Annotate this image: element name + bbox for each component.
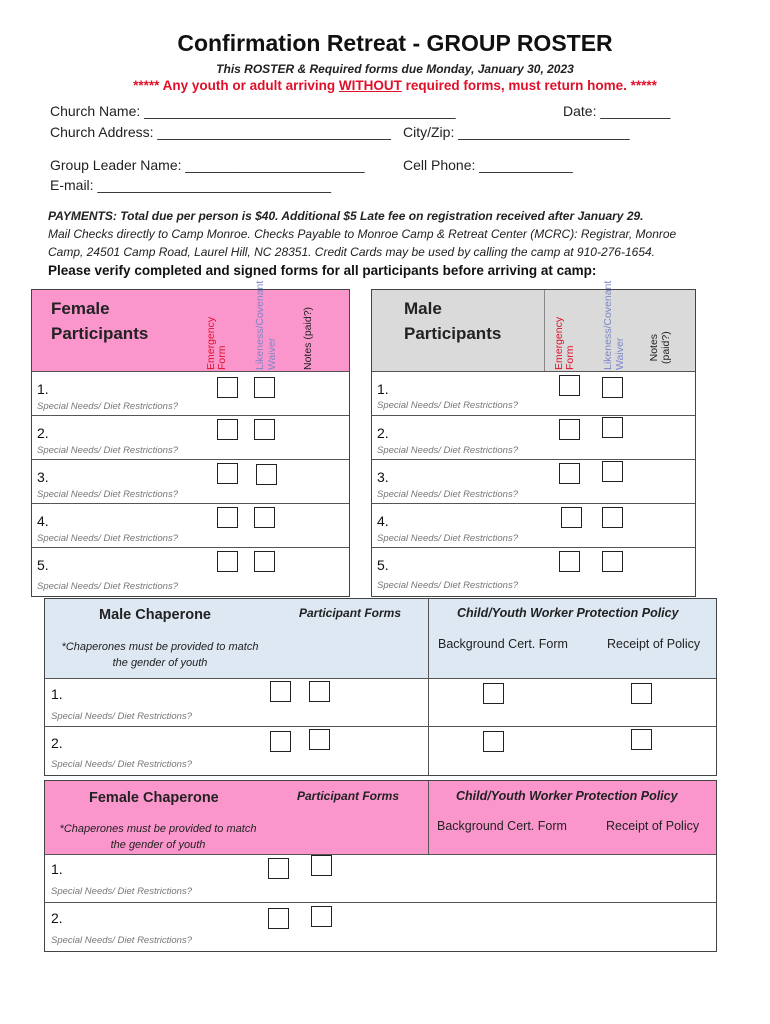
emergency-form-checkbox[interactable] bbox=[559, 463, 580, 484]
male-participants-table bbox=[371, 280, 696, 597]
background-cert-checkbox[interactable] bbox=[483, 683, 504, 704]
group-leader-field[interactable]: Group Leader Name: _______________________ bbox=[50, 157, 365, 173]
likeness-waiver-checkbox[interactable] bbox=[602, 377, 623, 398]
verify-instruction: Please verify completed and signed forms for all participants before arriving at camp: bbox=[48, 263, 597, 278]
col-notes-paid: Notes (paid?) bbox=[302, 306, 314, 370]
special-needs-label: Special Needs/ Diet Restrictions? bbox=[37, 533, 178, 544]
participant-forms-checkbox[interactable] bbox=[270, 681, 291, 702]
col-notes-paid: Notes (paid?) bbox=[648, 331, 672, 364]
protection-policy-title: Child/Youth Worker Protection Policy bbox=[457, 606, 679, 620]
male-chaperone-row-number: 2. bbox=[51, 735, 63, 751]
page-title: Confirmation Retreat - GROUP ROSTER bbox=[177, 30, 613, 56]
male-row-number: 4. bbox=[377, 513, 389, 529]
participant-forms-checkbox[interactable] bbox=[309, 729, 330, 750]
male-chaperone-title: Male Chaperone bbox=[99, 607, 211, 623]
female-participants-table bbox=[31, 280, 350, 597]
col-emergency-form: Emergency Form bbox=[553, 316, 576, 370]
special-needs-label: Special Needs/ Diet Restrictions? bbox=[51, 759, 192, 770]
participant-forms-label: Participant Forms bbox=[297, 789, 400, 803]
special-needs-label: Special Needs/ Diet Restrictions? bbox=[51, 711, 192, 722]
male-row-number: 3. bbox=[377, 469, 389, 485]
female-chaperone-row-number: 2. bbox=[51, 910, 63, 926]
col-likeness-waiver: Likeness/Covenant Waiver bbox=[602, 280, 626, 370]
likeness-waiver-checkbox[interactable] bbox=[254, 551, 275, 572]
special-needs-label: Special Needs/ Diet Restrictions? bbox=[37, 489, 178, 500]
due-date-subtitle: This ROSTER & Required forms due Monday, January 30, 2023 bbox=[216, 62, 574, 76]
female-row-number: 1. bbox=[37, 381, 49, 397]
receipt-policy-label: Receipt of Policy bbox=[606, 819, 700, 833]
emergency-form-checkbox[interactable] bbox=[559, 551, 580, 572]
male-chaperone-table bbox=[44, 598, 717, 776]
special-needs-label: Special Needs/ Diet Restrictions? bbox=[51, 886, 192, 897]
date-field[interactable]: Date: _________ bbox=[563, 103, 671, 119]
chaperone-gender-note: *Chaperones must be provided to match the gender of youth bbox=[61, 641, 259, 669]
participant-forms-checkbox[interactable] bbox=[270, 731, 291, 752]
participant-forms-checkbox[interactable] bbox=[268, 858, 289, 879]
background-cert-label: Background Cert. Form bbox=[438, 637, 568, 651]
payments-line-3: Camp, 24501 Camp Road, Laurel Hill, NC 28351. Credit Cards may be used by calling the camp at 910-276-1654. bbox=[48, 245, 655, 259]
male-chaperone-row-number: 1. bbox=[51, 686, 63, 702]
emergency-form-checkbox[interactable] bbox=[217, 419, 238, 440]
likeness-waiver-checkbox[interactable] bbox=[602, 417, 623, 438]
likeness-waiver-checkbox[interactable] bbox=[602, 507, 623, 528]
cell-phone-field[interactable]: Cell Phone: ____________ bbox=[403, 157, 573, 173]
payments-line-2: Mail Checks directly to Camp Monroe. Checks Payable to Monroe Camp & Retreat Center (MCRC): Registrar, Monroe bbox=[48, 227, 677, 241]
emergency-form-checkbox[interactable] bbox=[559, 375, 580, 396]
city-zip-field[interactable]: City/Zip: ______________________ bbox=[403, 124, 630, 140]
church-address-field[interactable]: Church Address: ______________________________ bbox=[50, 124, 391, 140]
emergency-form-checkbox[interactable] bbox=[217, 551, 238, 572]
special-needs-label: Special Needs/ Diet Restrictions? bbox=[37, 581, 178, 592]
chaperone-gender-note: *Chaperones must be provided to match the gender of youth bbox=[59, 823, 257, 851]
female-row-number: 3. bbox=[37, 469, 49, 485]
female-chaperone-title: Female Chaperone bbox=[89, 790, 219, 806]
receipt-policy-checkbox[interactable] bbox=[631, 729, 652, 750]
background-cert-label: Background Cert. Form bbox=[437, 819, 567, 833]
likeness-waiver-checkbox[interactable] bbox=[602, 461, 623, 482]
special-needs-label: Special Needs/ Diet Restrictions? bbox=[37, 401, 178, 412]
emergency-form-checkbox[interactable] bbox=[559, 419, 580, 440]
special-needs-label: Special Needs/ Diet Restrictions? bbox=[377, 400, 518, 411]
church-name-field[interactable]: Church Name: ________________________________________ bbox=[50, 103, 456, 119]
female-row-number: 5. bbox=[37, 557, 49, 573]
male-row-number: 1. bbox=[377, 381, 389, 397]
emergency-form-checkbox[interactable] bbox=[217, 507, 238, 528]
male-row-number: 2. bbox=[377, 425, 389, 441]
protection-policy-title: Child/Youth Worker Protection Policy bbox=[456, 789, 678, 803]
likeness-waiver-checkbox[interactable] bbox=[254, 419, 275, 440]
likeness-waiver-checkbox[interactable] bbox=[256, 464, 277, 485]
special-needs-label: Special Needs/ Diet Restrictions? bbox=[377, 445, 518, 456]
male-participants-title: Male Participants bbox=[404, 299, 502, 343]
special-needs-label: Special Needs/ Diet Restrictions? bbox=[377, 533, 518, 544]
emergency-form-checkbox[interactable] bbox=[217, 377, 238, 398]
likeness-waiver-checkbox[interactable] bbox=[254, 507, 275, 528]
female-participants-title: Female Participants bbox=[51, 299, 149, 343]
female-row-number: 4. bbox=[37, 513, 49, 529]
emergency-form-checkbox[interactable] bbox=[561, 507, 582, 528]
special-needs-label: Special Needs/ Diet Restrictions? bbox=[377, 580, 518, 591]
female-row-number: 2. bbox=[37, 425, 49, 441]
special-needs-label: Special Needs/ Diet Restrictions? bbox=[37, 445, 178, 456]
female-chaperone-table bbox=[44, 780, 717, 952]
likeness-waiver-checkbox[interactable] bbox=[602, 551, 623, 572]
payments-line-1: PAYMENTS: Total due per person is $40. Additional $5 Late fee on registration received after January 29. bbox=[48, 209, 644, 223]
participant-forms-label: Participant Forms bbox=[299, 606, 402, 620]
receipt-policy-checkbox[interactable] bbox=[631, 683, 652, 704]
participant-forms-checkbox[interactable] bbox=[268, 908, 289, 929]
warning-banner: ***** Any youth or adult arriving WITHOUT required forms, must return home. ***** bbox=[133, 78, 657, 93]
male-row-number: 5. bbox=[377, 557, 389, 573]
emergency-form-checkbox[interactable] bbox=[217, 463, 238, 484]
special-needs-label: Special Needs/ Diet Restrictions? bbox=[51, 935, 192, 946]
background-cert-checkbox[interactable] bbox=[483, 731, 504, 752]
col-emergency-form: Emergency Form bbox=[205, 316, 228, 370]
col-likeness-waiver: Likeness/Covenant Waiver bbox=[254, 280, 278, 370]
special-needs-label: Special Needs/ Diet Restrictions? bbox=[377, 489, 518, 500]
likeness-waiver-checkbox[interactable] bbox=[254, 377, 275, 398]
email-field[interactable]: E-mail: ______________________________ bbox=[50, 177, 332, 193]
receipt-policy-label: Receipt of Policy bbox=[607, 637, 701, 651]
participant-forms-checkbox[interactable] bbox=[311, 855, 332, 876]
participant-forms-checkbox[interactable] bbox=[311, 906, 332, 927]
participant-forms-checkbox[interactable] bbox=[309, 681, 330, 702]
female-chaperone-row-number: 1. bbox=[51, 861, 63, 877]
